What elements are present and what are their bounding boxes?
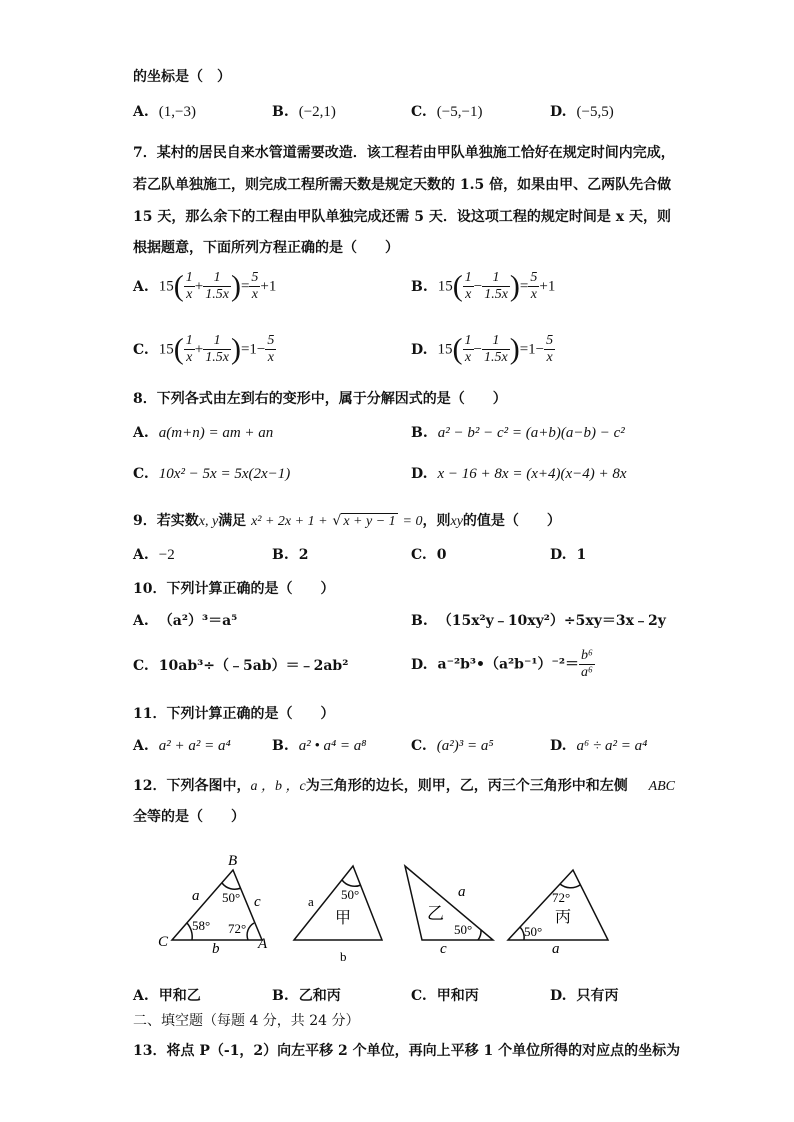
side-b-label: b (212, 941, 220, 957)
yi-angle-label: 50° (454, 922, 473, 937)
angle-a-label: 72° (228, 921, 247, 936)
jia-name-label: 甲 (335, 910, 352, 927)
q7-line-2: 若乙队单独施工，则完成工程所需天数是规定天数的 1.5 倍，如果由甲、乙两队先合做 (133, 177, 672, 193)
q10-option-d[interactable]: D. a⁻²b³•（a²b⁻¹）⁻²＝ $\frac{\text{b⁶}}{\text{a⁶}}$ (411, 648, 593, 680)
vertex-a-label: A (258, 936, 268, 952)
jia-angle-label: 50° (341, 887, 360, 902)
q7-option-c[interactable]: C. 15( $\frac{1}{x}$ + $\frac{1}{1.5x}$ )=1− $\frac{5}{x}$ (133, 332, 275, 366)
q7-line-3: 15 天，那么余下的工程由甲队单独完成还需 5 天．设这项工程的规定时间是 x 天，则 (133, 209, 671, 225)
jia-side-b-label: b (340, 949, 347, 964)
q6-option-a[interactable]: A. (1,−3) (133, 104, 196, 120)
side-c-label: c (254, 894, 261, 910)
vertex-b-label: B (228, 853, 238, 869)
q11-stem: 11．下列计算正确的是（ ） (133, 706, 335, 722)
q6-option-d[interactable]: D. (−5,5) (550, 104, 614, 120)
bing-angle-left-label: 50° (524, 924, 543, 939)
q10-option-a[interactable]: A. （a²）³＝a⁵ (133, 613, 238, 629)
q10-option-b[interactable]: B. （15x²y﹣10xy²）÷5xy＝3x﹣2y (411, 613, 666, 629)
q12-option-a[interactable]: A. 甲和乙 (133, 988, 201, 1004)
q12-line-1: 12．下列各图中，a ，b ，c为三角形的边长，则甲，乙，丙三个三角形中和左侧 ABC (133, 778, 676, 794)
jia-side-a-label: a (308, 894, 314, 909)
q8-option-c[interactable]: C. 10x² − 5x = 5x(2x−1) (133, 466, 291, 482)
q8-option-a[interactable]: A. a(m+n) = am + an (133, 425, 274, 441)
triangle-yi (405, 866, 493, 940)
q9-option-c[interactable]: C. 0 (411, 547, 447, 563)
q12-option-d[interactable]: D. 只有丙 (550, 988, 619, 1004)
q12-option-b[interactable]: B. 乙和丙 (272, 988, 341, 1004)
vertex-c-label: C (158, 934, 169, 950)
yi-side-a-label: a (458, 884, 466, 900)
q7-option-a[interactable]: A. 15( $\frac{1}{x}$ + $\frac{1}{1.5x}$ )= $\frac{5}{x}$ +1 (133, 269, 277, 303)
q8-option-d[interactable]: D. x − 16 + 8x = (x+4)(x−4) + 8x (411, 466, 627, 482)
q7-line-4: 根据题意，下面所列方程正确的是（ ） (133, 240, 399, 256)
q11-option-d[interactable]: D. a⁶ ÷ a² = a⁴ (550, 738, 648, 754)
q12-line-2: 全等的是（ ） (133, 809, 245, 825)
q11-option-a[interactable]: A. a² + a² = a⁴ (133, 738, 231, 754)
q9-option-d[interactable]: D. 1 (550, 547, 587, 563)
triangle-bing (508, 870, 608, 940)
angle-c-label: 58° (192, 918, 211, 933)
q10-option-c[interactable]: C. 10ab³÷（﹣5ab）＝﹣2ab² (133, 658, 349, 674)
q13-stem: 13．将点 P（-1，2）向左平移 2 个单位，再向上平移 1 个单位所得的对应点的坐标为 (133, 1043, 681, 1059)
q8-stem: 8．下列各式由左到右的变形中，属于分解因式的是（ ） (133, 391, 507, 407)
q12-option-c[interactable]: C. 甲和丙 (411, 988, 479, 1004)
q7-line-1: 7．某村的居民自来水管道需要改造．该工程若由甲队单独施工恰好在规定时间内完成， (133, 145, 675, 161)
bing-name-label: 丙 (555, 909, 572, 926)
side-a-label: a (192, 888, 200, 904)
yi-side-c-label: c (440, 941, 447, 957)
q6-option-c[interactable]: C. (−5,−1) (411, 104, 483, 120)
section-2-heading: 二、填空题（每题 4 分，共 24 分） (133, 1013, 360, 1029)
q6-option-b[interactable]: B. (−2,1) (272, 104, 336, 120)
sqrt-symbol: √ (332, 513, 342, 529)
q9-stem: 9．若实数x, y满足 x² + 2x + 1 + √ x + y − 1 = 0，则xy的值是（ ） (133, 513, 561, 529)
q11-option-b[interactable]: B. a² • a⁴ = a⁸ (272, 738, 367, 754)
q10-stem: 10．下列计算正确的是（ ） (133, 581, 335, 597)
angle-b-label: 50° (222, 890, 241, 905)
triangle-abc (172, 870, 262, 940)
q11-option-c[interactable]: C. (a²)³ = a⁵ (411, 738, 494, 754)
bing-angle-top-label: 72° (552, 890, 571, 905)
q9-option-a[interactable]: A. −2 (133, 547, 175, 563)
q8-option-b[interactable]: B. a² − b² − c² = (a+b)(a−b) − c² (411, 425, 625, 441)
bing-side-a-label: a (552, 941, 560, 957)
q7-option-d[interactable]: D. 15( $\frac{1}{x}$ − $\frac{1}{1.5x}$ )=1− $\frac{5}{x}$ (411, 332, 554, 366)
q6-tail: 的坐标是（ ） (133, 69, 231, 85)
q7-option-b[interactable]: B. 15( $\frac{1}{x}$ − $\frac{1}{1.5x}$ )= $\frac{5}{x}$ +1 (411, 269, 556, 303)
q12-triangles-figure (0, 840, 794, 990)
yi-name-label: 乙 (427, 904, 444, 923)
q9-option-b[interactable]: B. 2 (272, 547, 309, 563)
